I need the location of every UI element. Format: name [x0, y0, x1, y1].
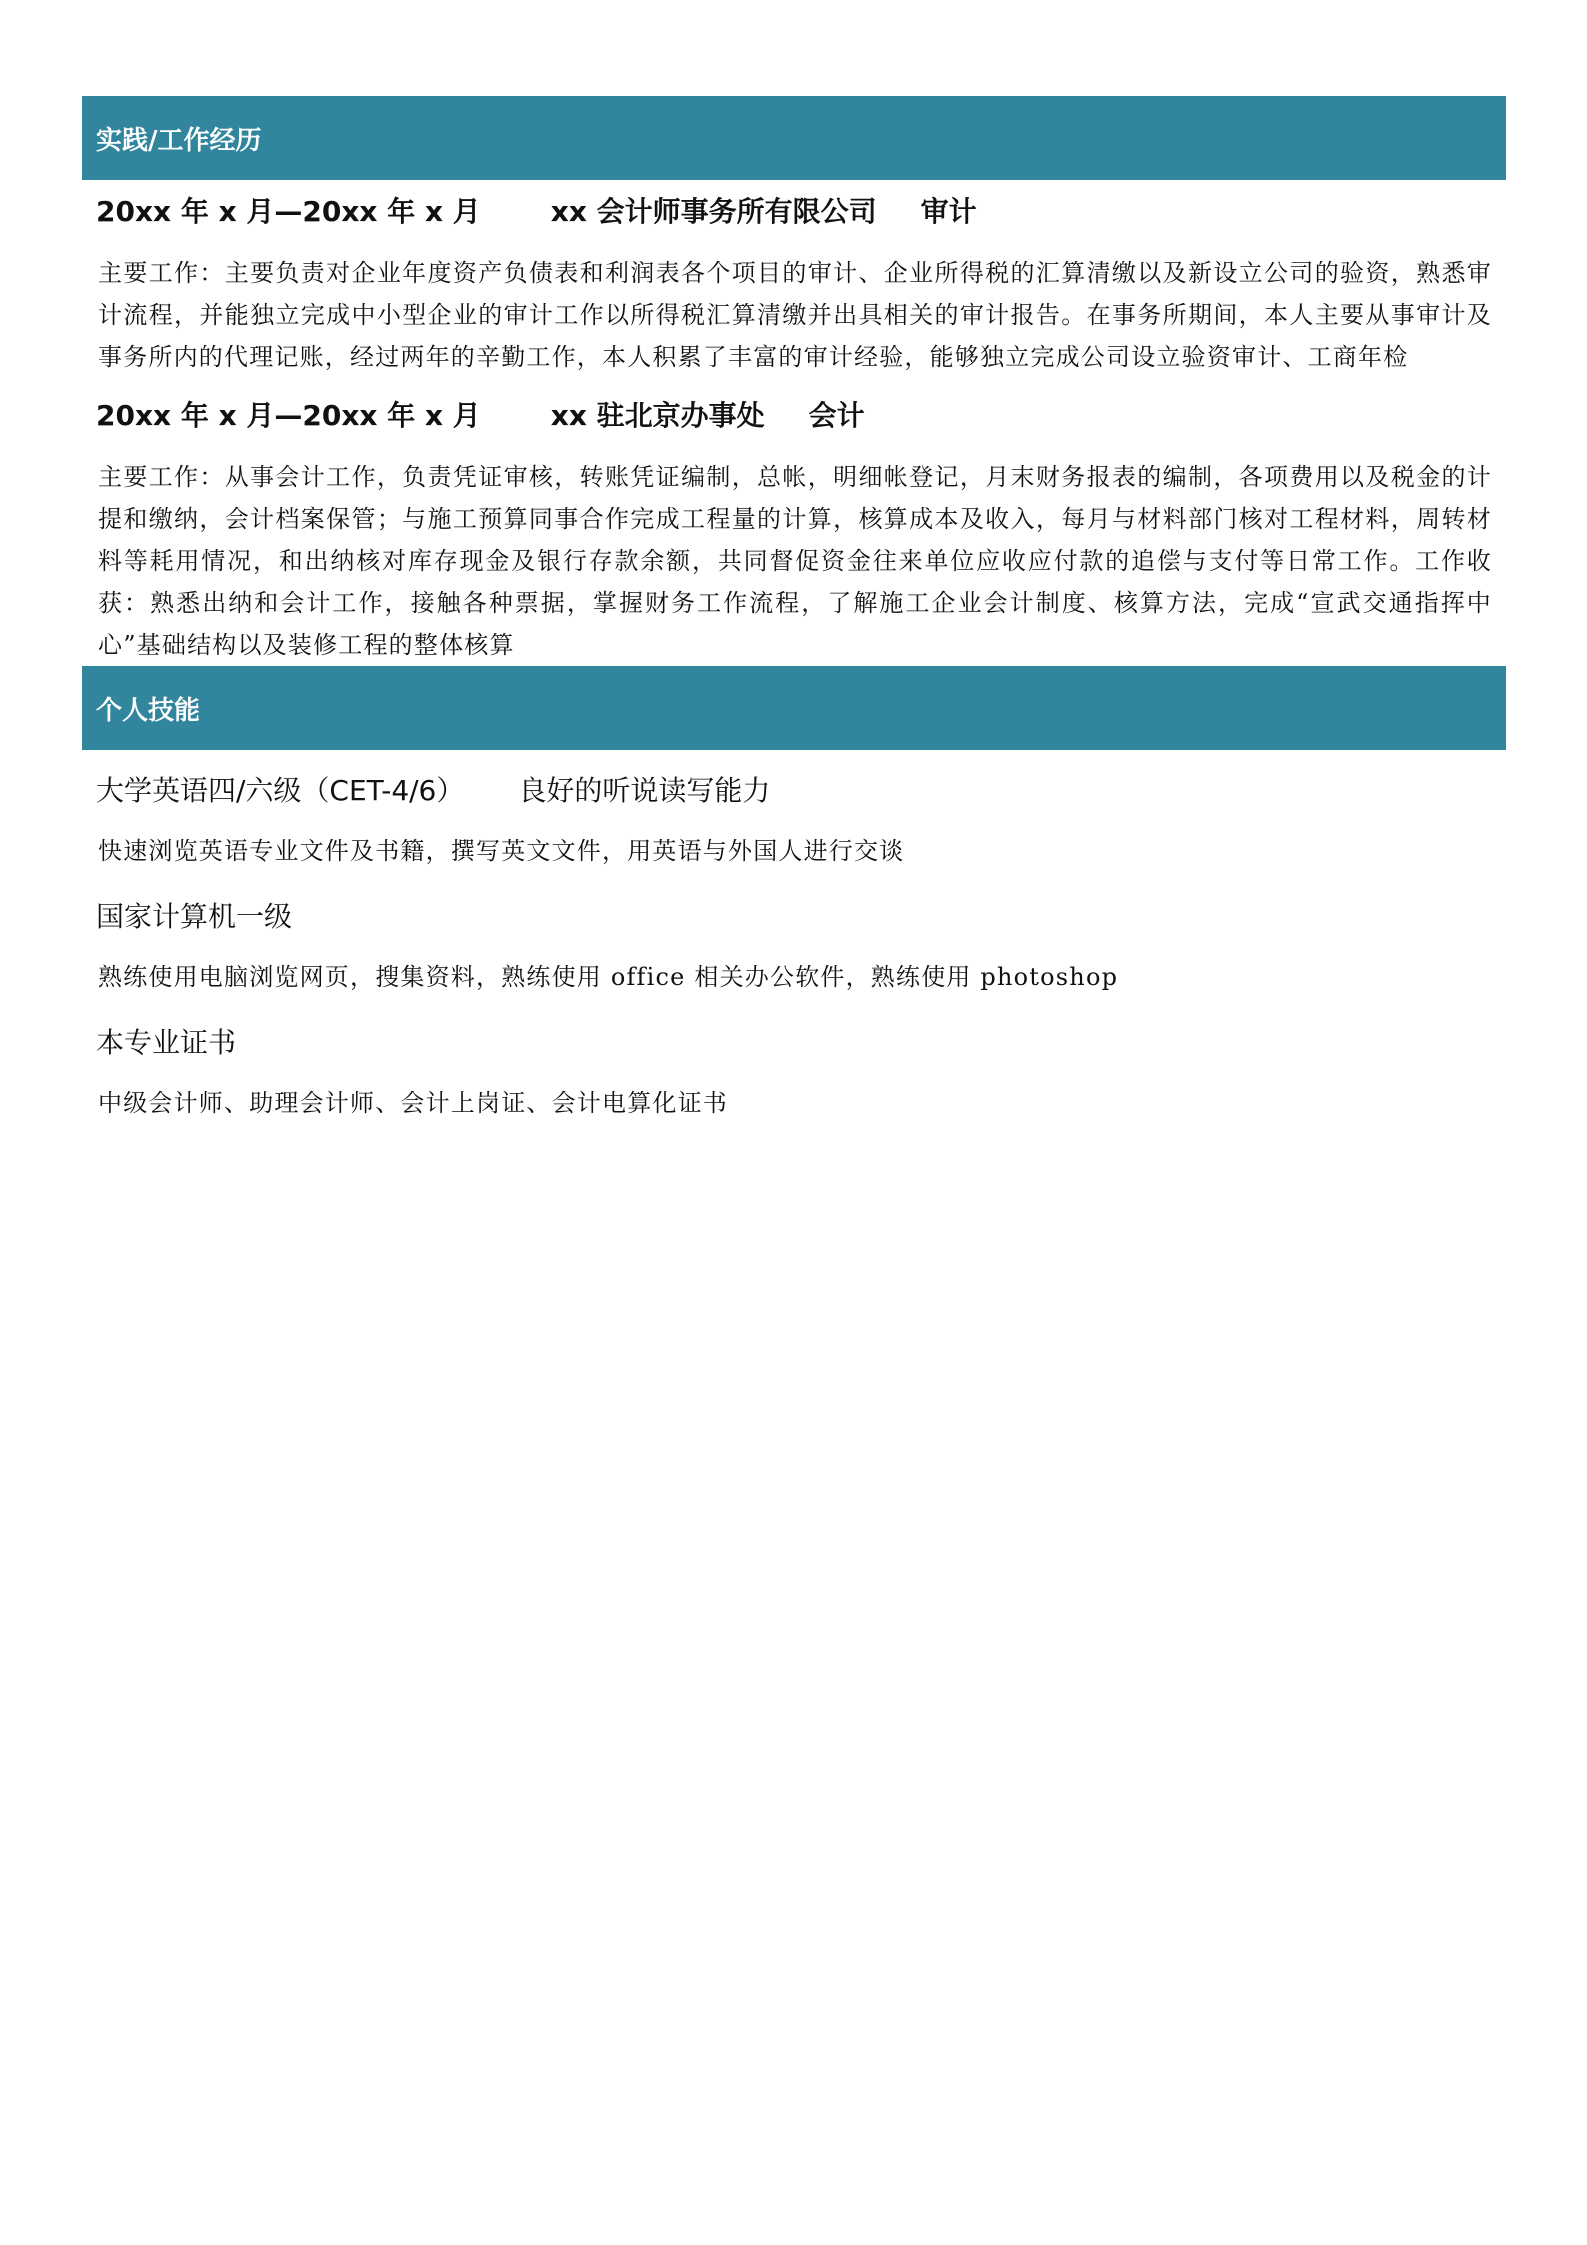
job-entry-heading: [82, 182, 1506, 242]
job-description: 主要工作：主要负责对企业年度资产负债表和利润表各个项目的审计、企业所得税的汇算清缴以及新设立公司的验资，熟悉审计流程，并能独立完成中小型企业的审计工作以所得税汇算清缴并出具相关的审计报告。在事务所期间，本人主要从事审计及事务所内的代理记账，经过两年的辛勤工作，本人积累了丰富的审计经验，能够独立完成公司设立验资审计、工商年检: [98, 259, 1492, 371]
section-header-skills: [82, 666, 1506, 750]
job-company: xx 会计师事务所有限公司: [550, 195, 877, 228]
section-title-experience: 实践/工作经历: [96, 125, 262, 156]
skill-heading: [82, 884, 1506, 950]
skill-description: 中级会计师、助理会计师、会计上岗证、会计电算化证书: [98, 1089, 728, 1117]
job-description: 主要工作：从事会计工作，负责凭证审核，转账凭证编制，总帐，明细帐登记，月末财务报表的编制，各项费用以及税金的计提和缴纳，会计档案保管；与施工预算同事合作完成工程量的计算，核算成本及收入，每月与材料部门核对工程材料，周转材料等耗用情况，和出纳核对库存现金及银行存款余额，共同督促资金往来单位应收应付款的追偿与支付等日常工作。工作收获：熟悉出纳和会计工作，接触各种票据，掌握财务工作流程，了解施工企业会计制度、核算方法，完成“宣武交通指挥中心”基础结构以及装修工程的整体核算: [98, 463, 1492, 659]
job-role: 审计: [920, 195, 977, 228]
section-title-skills: 个人技能: [96, 695, 201, 726]
skill-heading: [82, 758, 1506, 824]
resume-page: [82, 96, 1506, 1124]
skill-description: 快速浏览英语专业文件及书籍，撰写英文文件，用英语与外国人进行交谈: [98, 837, 905, 865]
section-header-experience: [82, 96, 1506, 180]
job-period: 20xx 年 x 月—20xx 年 x 月: [96, 195, 481, 228]
skill-name: 国家计算机一级: [96, 900, 293, 933]
skill-note: 良好的听说读写能力: [518, 774, 771, 807]
skill-heading: [82, 1010, 1506, 1076]
job-role: 会计: [808, 399, 865, 432]
skill-name: 大学英语四/六级（CET-4/6）: [96, 774, 465, 807]
job-company: xx 驻北京办事处: [550, 399, 765, 432]
job-period: 20xx 年 x 月—20xx 年 x 月: [96, 399, 481, 432]
job-entry-heading: [82, 386, 1506, 446]
skill-name: 本专业证书: [96, 1026, 237, 1059]
skill-description: 熟练使用电脑浏览网页，搜集资料，熟练使用 office 相关办公软件，熟练使用 photoshop: [98, 963, 1119, 991]
